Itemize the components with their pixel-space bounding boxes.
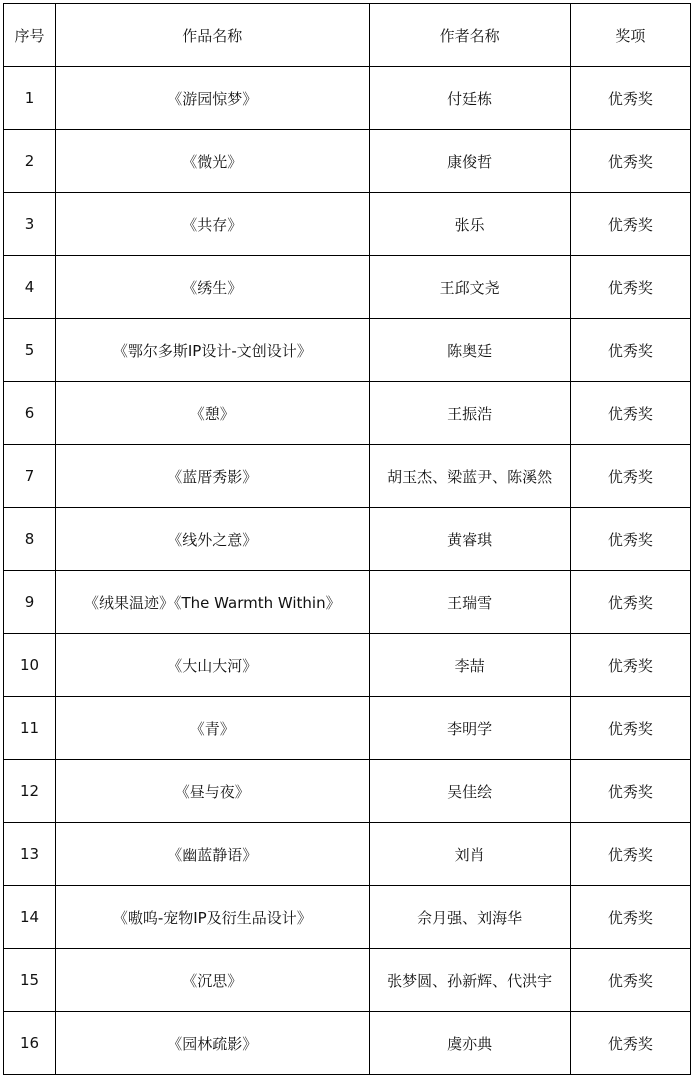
cell-work-title: 《憩》 — [56, 382, 369, 445]
table-row — [4, 571, 691, 634]
cell-author-name: 胡玉杰、梁蓝尹、陈溪然 — [369, 445, 570, 508]
table-row — [4, 382, 691, 445]
cell-award: 优秀奖 — [570, 319, 690, 382]
table-row — [4, 886, 691, 949]
cell-work-title: 《线外之意》 — [56, 508, 369, 571]
cell-award: 优秀奖 — [570, 634, 690, 697]
cell-author-name: 虞亦典 — [369, 1012, 570, 1075]
header-award: 奖项 — [570, 4, 690, 67]
cell-award: 优秀奖 — [570, 886, 690, 949]
table-row — [4, 760, 691, 823]
cell-serial-number: 3 — [4, 193, 56, 256]
cell-author-name: 黄睿琪 — [369, 508, 570, 571]
cell-work-title: 《嗷呜-宠物IP及衍生品设计》 — [56, 886, 369, 949]
cell-serial-number: 10 — [4, 634, 56, 697]
header-work-title: 作品名称 — [56, 4, 369, 67]
cell-serial-number: 4 — [4, 256, 56, 319]
cell-award: 优秀奖 — [570, 571, 690, 634]
cell-work-title: 《蓝厝秀影》 — [56, 445, 369, 508]
cell-award: 优秀奖 — [570, 1012, 690, 1075]
cell-author-name: 吴佳绘 — [369, 760, 570, 823]
cell-work-title: 《鄂尔多斯IP设计-文创设计》 — [56, 319, 369, 382]
award-table — [3, 3, 691, 1075]
cell-serial-number: 1 — [4, 67, 56, 130]
cell-work-title: 《绣生》 — [56, 256, 369, 319]
cell-serial-number: 5 — [4, 319, 56, 382]
table-row — [4, 823, 691, 886]
cell-work-title: 《共存》 — [56, 193, 369, 256]
cell-serial-number: 14 — [4, 886, 56, 949]
table-row — [4, 193, 691, 256]
cell-author-name: 王振浩 — [369, 382, 570, 445]
cell-serial-number: 8 — [4, 508, 56, 571]
cell-work-title: 《幽蓝静语》 — [56, 823, 369, 886]
cell-author-name: 刘肖 — [369, 823, 570, 886]
table-row — [4, 697, 691, 760]
cell-author-name: 陈奥廷 — [369, 319, 570, 382]
cell-serial-number: 9 — [4, 571, 56, 634]
cell-work-title: 《微光》 — [56, 130, 369, 193]
cell-award: 优秀奖 — [570, 256, 690, 319]
header-serial-number: 序号 — [4, 4, 56, 67]
cell-award: 优秀奖 — [570, 823, 690, 886]
cell-award: 优秀奖 — [570, 508, 690, 571]
cell-serial-number: 15 — [4, 949, 56, 1012]
cell-author-name: 佘月强、刘海华 — [369, 886, 570, 949]
table-row — [4, 1012, 691, 1075]
cell-serial-number: 6 — [4, 382, 56, 445]
cell-author-name: 张梦圆、孙新辉、代洪宇 — [369, 949, 570, 1012]
table-header-row — [4, 4, 691, 67]
cell-author-name: 李喆 — [369, 634, 570, 697]
cell-work-title: 《沉思》 — [56, 949, 369, 1012]
cell-work-title: 《绒果温迹》《The Warmth Within》 — [56, 571, 369, 634]
cell-author-name: 张乐 — [369, 193, 570, 256]
cell-work-title: 《园林疏影》 — [56, 1012, 369, 1075]
cell-award: 优秀奖 — [570, 697, 690, 760]
table-row — [4, 949, 691, 1012]
table-row — [4, 319, 691, 382]
cell-author-name: 康俊哲 — [369, 130, 570, 193]
cell-work-title: 《游园惊梦》 — [56, 67, 369, 130]
cell-serial-number: 16 — [4, 1012, 56, 1075]
cell-serial-number: 13 — [4, 823, 56, 886]
cell-author-name: 王邱文尧 — [369, 256, 570, 319]
cell-award: 优秀奖 — [570, 949, 690, 1012]
cell-work-title: 《昼与夜》 — [56, 760, 369, 823]
cell-serial-number: 11 — [4, 697, 56, 760]
cell-author-name: 付廷栋 — [369, 67, 570, 130]
table-row — [4, 256, 691, 319]
cell-serial-number: 2 — [4, 130, 56, 193]
table-row — [4, 67, 691, 130]
table-row — [4, 445, 691, 508]
cell-award: 优秀奖 — [570, 193, 690, 256]
cell-serial-number: 12 — [4, 760, 56, 823]
cell-work-title: 《青》 — [56, 697, 369, 760]
cell-award: 优秀奖 — [570, 445, 690, 508]
cell-award: 优秀奖 — [570, 382, 690, 445]
cell-author-name: 王瑞雪 — [369, 571, 570, 634]
cell-award: 优秀奖 — [570, 760, 690, 823]
cell-author-name: 李明学 — [369, 697, 570, 760]
cell-award: 优秀奖 — [570, 130, 690, 193]
cell-award: 优秀奖 — [570, 67, 690, 130]
table-row — [4, 508, 691, 571]
table-row — [4, 634, 691, 697]
cell-work-title: 《大山大河》 — [56, 634, 369, 697]
header-author-name: 作者名称 — [369, 4, 570, 67]
cell-serial-number: 7 — [4, 445, 56, 508]
table-row — [4, 130, 691, 193]
